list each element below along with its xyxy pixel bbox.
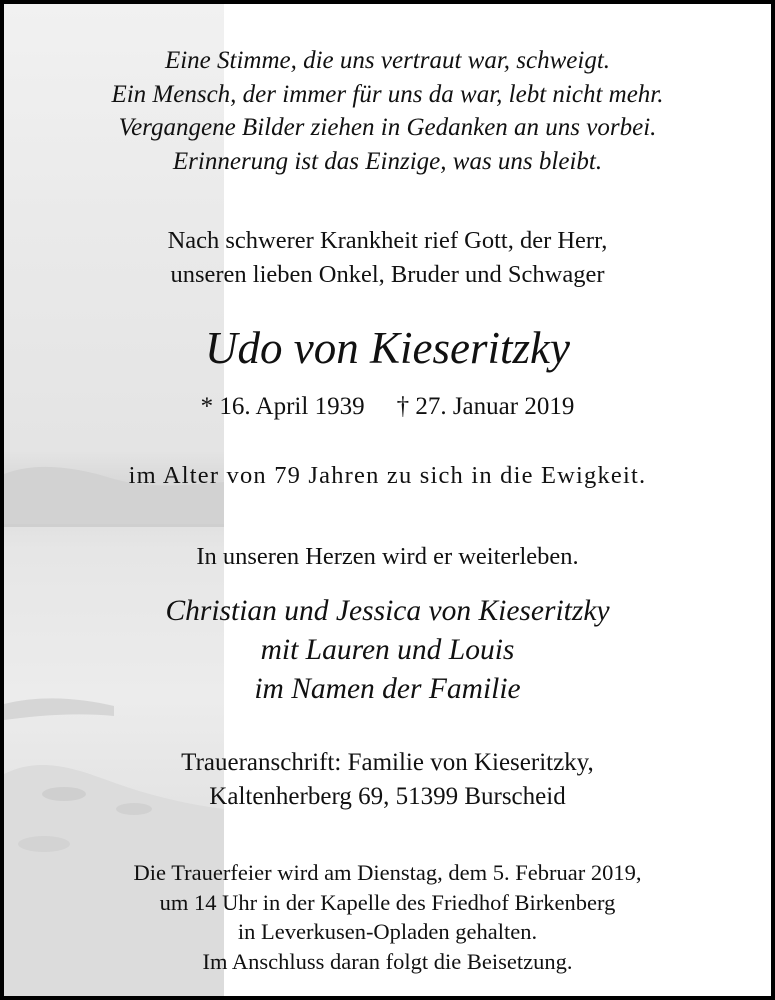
life-dates <box>4 390 771 424</box>
rock <box>18 836 70 852</box>
family-line: Christian und Jessica von Kieseritzky <box>165 595 610 627</box>
birth-date: * 16. April 1939 <box>200 393 365 420</box>
announcement-intro <box>4 224 771 292</box>
deceased-name: Udo von Kieseritzky <box>205 323 570 373</box>
opening-verse <box>4 44 771 178</box>
verse-line: Ein Mensch, der immer für uns da war, lebt nicht mehr. <box>111 80 664 108</box>
address-line: Traueranschrift: Familie von Kieseritzky, <box>181 749 594 776</box>
family-signature <box>4 592 771 709</box>
funeral-line: in Leverkusen-Opladen gehalten. <box>237 919 538 944</box>
age-line: im Alter von 79 Jahren zu sich in die Ewigkeit. <box>128 462 647 489</box>
funeral-details <box>4 858 771 976</box>
verse-line: Vergangene Bilder ziehen in Gedanken an uns vorbei. <box>118 114 657 141</box>
verse-line: Eine Stimme, die uns vertraut war, schweigt. <box>164 47 611 74</box>
funeral-line: Im Anschluss daran folgt die Beisetzung. <box>202 948 573 974</box>
family-line: mit Lauren und Louis <box>260 634 515 666</box>
address-line: Kaltenherberg 69, 51399 Burscheid <box>209 783 566 810</box>
funeral-line: um 14 Uhr in der Kapelle des Friedhof Birkenberg <box>159 889 616 915</box>
horizon-line <box>4 524 224 527</box>
family-line: im Namen der Familie <box>254 673 521 705</box>
death-date: † 27. Januar 2019 <box>396 393 575 420</box>
verse-line: Erinnerung ist das Einzige, was uns bleibt. <box>172 147 603 175</box>
intro-line: Nach schwerer Krankheit rief Gott, der Herr, <box>167 227 608 254</box>
mourning-address <box>4 746 771 814</box>
remembrance-line: In unseren Herzen wird er weiterleben. <box>196 543 579 570</box>
funeral-line: Die Trauerfeier wird am Dienstag, dem 5. Februar 2019, <box>133 860 642 885</box>
intro-line: unseren lieben Onkel, Bruder und Schwager <box>170 261 605 288</box>
